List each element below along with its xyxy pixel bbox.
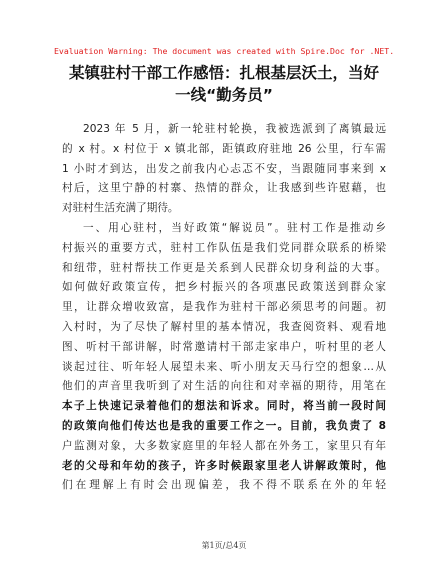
paragraph-line: 户监测对象，大多数家庭里的年轻人都在外务工，家里只有年 bbox=[62, 439, 386, 452]
paragraph-line: 如何做好政策宣传，把乡村振兴的各项惠民政策送到群众家 bbox=[62, 281, 386, 294]
paragraph-line: 的政策向他们传达也是我的重要工作之一。目前，我负责了 8 bbox=[62, 419, 386, 432]
paragraph-line: 和纽带，驻村帮扶工作更是关系到人民群众切身利益的大事。 bbox=[62, 261, 386, 274]
paragraph-line: 谈起过往、听年轻人展望未来、听小朋友天马行空的想象…从 bbox=[62, 360, 386, 373]
evaluation-warning: Evaluation Warning: The document was created with Spire.Doc for .NET. bbox=[54, 46, 395, 56]
document-body bbox=[62, 120, 386, 496]
paragraph-line: 里，让群众增收致富，是我作为驻村干部必须思考的问题。初 bbox=[62, 301, 386, 314]
paragraph-line: 2023 年 5 月，新一轮驻村轮换，我被选派到了离镇最远 bbox=[83, 123, 386, 135]
paragraph-line: 村振兴的重要方式，驻村工作队伍是我们党同群众联系的桥梁 bbox=[62, 241, 386, 254]
title-line: 一线“勤务员” bbox=[175, 86, 273, 104]
paragraph-line: 图、听村干部讲解，时常邀请村干部走家串户，听村里的老人 bbox=[62, 340, 386, 353]
paragraph-line: 一、用心驻村，当好政策“解说员”。驻村工作是推动乡 bbox=[83, 221, 386, 234]
title-line: 某镇驻村干部工作感悟：扎根基层沃土，当好 bbox=[68, 64, 379, 82]
paragraph-line: 他们的声音里我听到了对生活的向往和对幸福的期待，用笔在 bbox=[62, 380, 386, 393]
paragraph-line: 们在理解上有时会出现偏差，我不得不联系在外的年轻 bbox=[62, 479, 386, 492]
paragraph-line: 对驻村生活充满了期待。 bbox=[62, 202, 179, 215]
paragraph-line: 老的父母和年幼的孩子，许多时候跟家里老人讲解政策时，他 bbox=[62, 459, 386, 472]
paragraph-line: 的 x 村。x 村位于 x 镇北部，距镇政府驻地 26 公里，行车需 bbox=[62, 142, 386, 155]
paragraph-line: 本子上快速记录着他们的想法和诉求。同时，将当前一段时间 bbox=[62, 400, 386, 413]
paragraph-line: 1 小时才到达，出发之前我内心忐忑不安，当跟随同事来到 x bbox=[62, 162, 386, 175]
paragraph-line: 入村时，为了尽快了解村里的基本情况，我查阅资料、观看地 bbox=[62, 320, 386, 333]
paragraph-line: 村后，这里宁静的村寨、热情的群众，让我感到些许慰藉，也 bbox=[62, 182, 386, 195]
page-footer: 第1页/总4页 bbox=[201, 541, 247, 550]
document-title bbox=[62, 62, 386, 106]
